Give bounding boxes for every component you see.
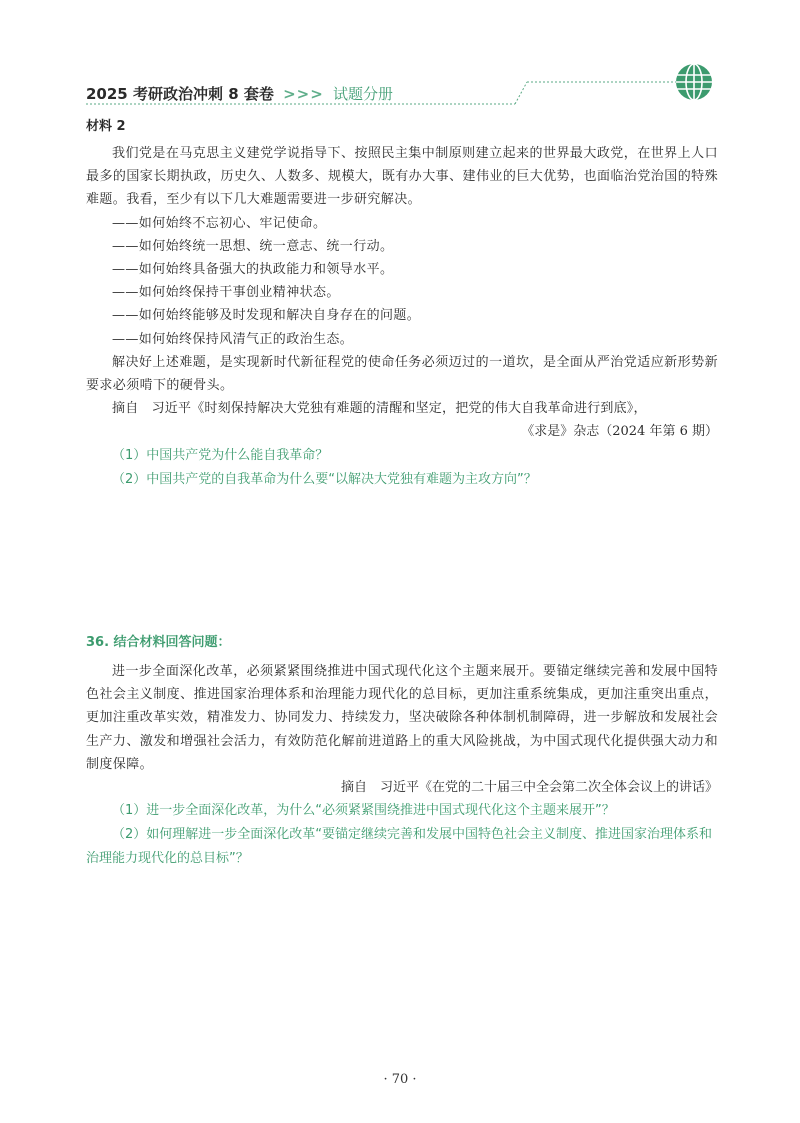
exam-title: 2025 考研政治冲刺 8 套卷	[86, 85, 274, 103]
arrow-separator: >>>	[283, 85, 324, 103]
question-item: （2）中国共产党的自我革命为什么要“以解决大党独有难题为主攻方向”？	[112, 471, 537, 487]
source-citation: 摘自 习近平《时刻保持解决大党独有难题的清醒和坚定，把党的伟大自我革命进行到底》，	[112, 401, 647, 417]
page-number: · 70 ·	[383, 1072, 417, 1087]
question-item: （1）中国共产党为什么能自我革命？	[112, 447, 329, 463]
material-paragraph: 我们党是在马克思主义建党学说指导下、按照民主集中制原则建立起来的世界最大政党，在世界上人口最多的国家长期执政，历史久、人数多、规模大，既有办大事、建伟业的巨大优势，也面临治党治国的特殊难题。我看，至少有以下几大难题需要进一步研究解决。	[86, 146, 718, 208]
list-item: ——如何始终能够及时发现和解决自身存在的问题。	[112, 308, 421, 324]
question-36-section	[86, 632, 718, 871]
header-title-group	[86, 83, 393, 104]
page-header	[0, 0, 800, 115]
list-item: ——如何始终具备强大的执政能力和领导水平。	[112, 262, 394, 278]
material-paragraph: 进一步全面深化改革，必须紧紧围绕推进中国式现代化这个主题来展开。要锚定继续完善和发展中国特色社会主义制度、推进国家治理体系和治理能力现代化的总目标，更加注重系统集成，更加注重突出重点，更加注重改革实效，精准发力、协同发力、持续发力，坚决破除各种体制机制障碍，进一步解放和发展社会生产力、激发和增强社会活力，有效防范化解前进道路上的重大风险挑战，为中国式现代化提供强大动力和制度保障。	[86, 664, 718, 772]
source-citation-journal: 《求是》杂志（2024 年第 6 期）	[521, 424, 718, 440]
list-item: ——如何始终不忘初心、牢记使命。	[112, 215, 327, 231]
question-number-title: 36. 结合材料回答问题：	[86, 635, 231, 650]
material-paragraph: 解决好上述难题，是实现新时代新征程党的使命任务必须迈过的一道坎，是全面从严治党适应新形势新要求必须啃下的硬骨头。	[86, 354, 718, 394]
material-label: 材料 2	[86, 119, 126, 134]
source-citation: 摘自 习近平《在党的二十届三中全会第二次全体会议上的讲话》	[340, 780, 718, 796]
list-item: ——如何始终保持风清气正的政治生态。	[112, 331, 354, 347]
globe-icon	[674, 62, 714, 102]
booklet-subtitle: 试题分册	[333, 85, 394, 103]
question-item: （1）进一步全面深化改革，为什么“必须紧紧围绕推进中国式现代化这个主题来展开”？	[112, 803, 615, 819]
list-item: ——如何始终保持干事创业精神状态。	[112, 285, 340, 301]
material-2-section	[86, 116, 718, 492]
question-item: （2）如何理解进一步全面深化改革“要锚定继续完善和发展中国特色社会主义制度、推进国家治理体系和治理能力现代化的总目标”？	[86, 827, 713, 867]
list-item: ——如何始终统一思想、统一意志、统一行动。	[112, 238, 394, 254]
